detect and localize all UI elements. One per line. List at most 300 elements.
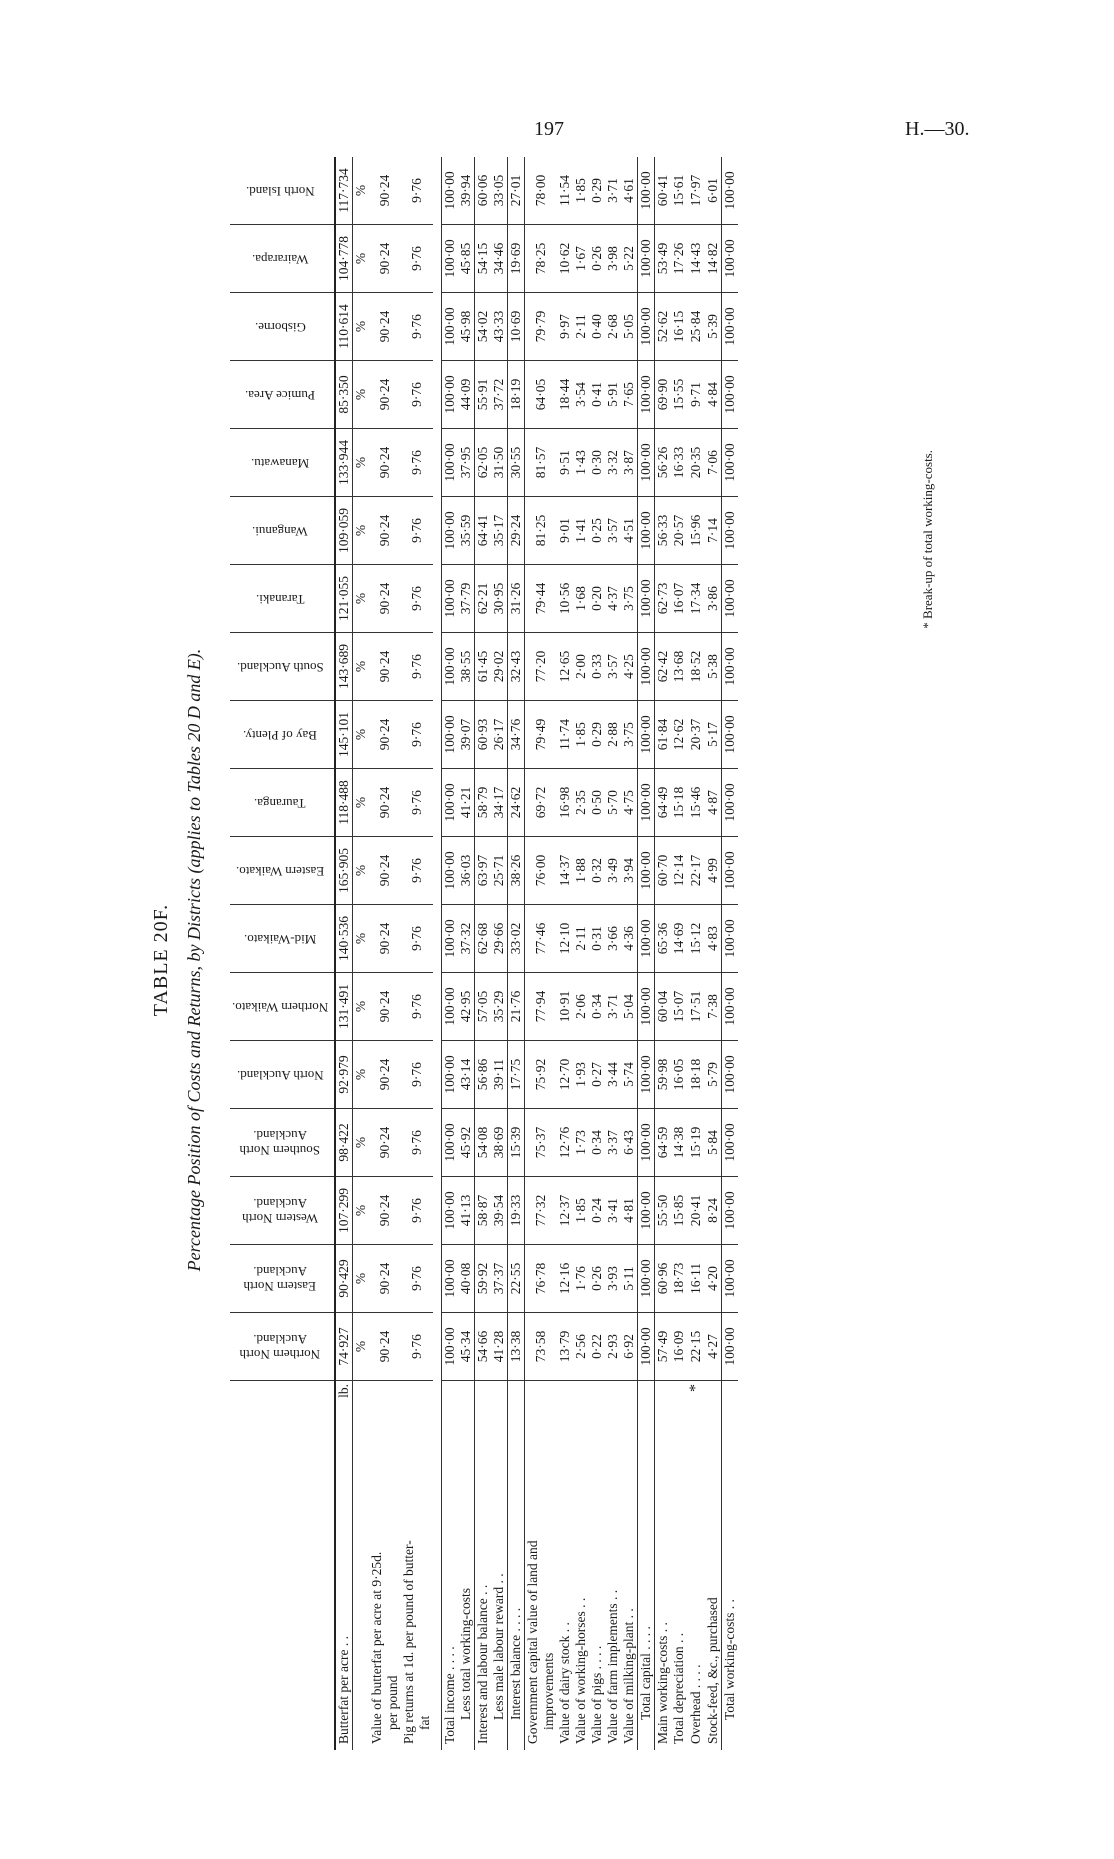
table-cell: 81·25	[525, 497, 558, 565]
table-cell: 100·00	[442, 497, 459, 565]
table-cell: 33·02	[508, 905, 525, 973]
table-cell: 90·24	[369, 633, 401, 701]
table-cell: 90·24	[369, 837, 401, 905]
table-cell: 100·00	[442, 905, 459, 973]
table-row	[491, 157, 508, 1750]
table-cell: 11·54	[557, 157, 573, 225]
table-cell: %	[353, 973, 370, 1041]
row-unit	[589, 1381, 605, 1428]
table-title: TABLE 20F.	[150, 903, 172, 1017]
row-unit	[491, 1381, 508, 1428]
table-cell: 2·68	[605, 293, 621, 361]
table-cell: %	[353, 497, 370, 565]
table-cell: 22·15	[687, 1313, 705, 1381]
table-cell: 55·91	[475, 361, 492, 429]
table-cell: 9·76	[401, 361, 433, 429]
column-header-label: Pumice Area.	[244, 387, 316, 403]
table-cell: 2·06	[573, 973, 589, 1041]
table-cell: 3·57	[605, 633, 621, 701]
table-cell: 31·26	[508, 565, 525, 633]
table-cell: 7·38	[705, 973, 722, 1041]
table-cell: 2·93	[605, 1313, 621, 1381]
table-cell: 54·08	[475, 1109, 492, 1177]
table-cell: 90·24	[369, 1109, 401, 1177]
table-cell: 69·90	[655, 361, 672, 429]
table-cell: 9·97	[557, 293, 573, 361]
row-label: Pig returns at 1d. per pound of butter- fat	[401, 1540, 432, 1744]
column-header	[230, 293, 335, 361]
table-cell: 143·689	[335, 633, 353, 701]
column-header	[230, 633, 335, 701]
column-header	[230, 905, 335, 973]
row-unit: *	[687, 1384, 704, 1392]
table-cell: 61·84	[655, 701, 672, 769]
table-cell: 69·72	[525, 769, 558, 837]
table-row	[638, 157, 655, 1750]
table-cell: 9·71	[687, 361, 705, 429]
table-cell: 22·55	[508, 1245, 525, 1313]
table-cell: 100·00	[638, 633, 655, 701]
table-cell: 18·19	[508, 361, 525, 429]
table-subtitle: Percentage Position of Costs and Returns, by Districts (applies to Tables 20 D and E).	[184, 648, 204, 1272]
table-row	[508, 157, 525, 1750]
table-cell: 6·92	[621, 1313, 638, 1381]
table-cell: 100·00	[722, 157, 739, 225]
table-cell: %	[353, 565, 370, 633]
table-cell: 100·00	[638, 701, 655, 769]
table-cell: 37·32	[458, 905, 475, 973]
table-cell: 60·04	[655, 973, 672, 1041]
row-unit	[442, 1381, 459, 1428]
table-cell: 8·24	[705, 1177, 722, 1245]
table-cell: 62·21	[475, 565, 492, 633]
table-cell: 4·84	[705, 361, 722, 429]
table-cell: 31·50	[491, 429, 508, 497]
table-cell: 3·57	[605, 497, 621, 565]
table-cell: 60·96	[655, 1245, 672, 1313]
table-cell: 1·85	[573, 701, 589, 769]
table-cell: 7·06	[705, 429, 722, 497]
table-cell: 79·44	[525, 565, 558, 633]
column-header	[230, 1041, 335, 1109]
table-cell: 4·99	[705, 837, 722, 905]
table-cell: 0·27	[589, 1041, 605, 1109]
table-cell: 100·00	[442, 157, 459, 225]
table-cell: 0·41	[589, 361, 605, 429]
table-cell: 9·01	[557, 497, 573, 565]
table-cell: 76·78	[525, 1245, 558, 1313]
column-header-label: Eastern North Auckland.	[243, 1264, 317, 1295]
table-cell: 64·41	[475, 497, 492, 565]
table-cell: 3·87	[621, 429, 638, 497]
table-cell: 16·15	[671, 293, 687, 361]
table-cell: 9·76	[401, 837, 433, 905]
column-header	[230, 157, 335, 225]
table-cell: 16·11	[687, 1245, 705, 1313]
table-cell: 65·36	[655, 905, 672, 973]
table-cell: 9·76	[401, 1245, 433, 1313]
table-cell: 62·73	[655, 565, 672, 633]
table-cell: 4·20	[705, 1245, 722, 1313]
table-cell: 4·25	[621, 633, 638, 701]
table-cell: 35·29	[491, 973, 508, 1041]
row-label: Value of farm implements . .	[605, 1589, 620, 1744]
table-cell: 5·04	[621, 973, 638, 1041]
table-cell: 9·76	[401, 157, 433, 225]
table-cell: 15·07	[671, 973, 687, 1041]
table-cell: 100·00	[442, 973, 459, 1041]
table-cell: 100·00	[722, 1245, 739, 1313]
table-cell: 41·28	[491, 1313, 508, 1381]
table-cell: 43·33	[491, 293, 508, 361]
table-cell: 92·979	[335, 1041, 353, 1109]
table-cell: 17·34	[687, 565, 705, 633]
table-cell: 15·12	[687, 905, 705, 973]
table-cell: 21·76	[508, 973, 525, 1041]
table-cell: 4·51	[621, 497, 638, 565]
table-cell: 100·00	[638, 1109, 655, 1177]
table-cell: 1·68	[573, 565, 589, 633]
table-cell: 79·79	[525, 293, 558, 361]
table-cell: 100·00	[722, 633, 739, 701]
table-cell: 29·02	[491, 633, 508, 701]
table-cell: 62·68	[475, 905, 492, 973]
table-cell: %	[353, 157, 370, 225]
row-unit	[671, 1381, 687, 1428]
column-header	[230, 1313, 335, 1381]
table-cell: 100·00	[722, 1109, 739, 1177]
table-cell: 16·05	[671, 1041, 687, 1109]
row-unit	[722, 1381, 739, 1428]
table-cell: 0·33	[589, 633, 605, 701]
table-cell: 100·00	[722, 429, 739, 497]
table-cell: 40·08	[458, 1245, 475, 1313]
table-cell: 90·24	[369, 1177, 401, 1245]
table-cell: 0·34	[589, 1109, 605, 1177]
table-cell: 18·52	[687, 633, 705, 701]
row-unit	[705, 1381, 722, 1428]
table-cell: 90·24	[369, 905, 401, 973]
table-cell: 15·55	[671, 361, 687, 429]
table-cell: 76·00	[525, 837, 558, 905]
table-cell: 10·91	[557, 973, 573, 1041]
rotated-table-page	[150, 150, 960, 1770]
table-cell: 14·82	[705, 225, 722, 293]
row-label: Value of pigs . . . .	[589, 1645, 604, 1744]
table-cell: 1·43	[573, 429, 589, 497]
table-cell: 90·24	[369, 225, 401, 293]
table-row	[442, 157, 459, 1750]
row-label: Total income . . . .	[442, 1427, 459, 1750]
row-unit	[605, 1381, 621, 1428]
table-cell: 3·98	[605, 225, 621, 293]
table-cell: 1·93	[573, 1041, 589, 1109]
table-cell: 12·62	[671, 701, 687, 769]
table-cell: 64·05	[525, 361, 558, 429]
table-cell: 15·85	[671, 1177, 687, 1245]
table-cell: 100·00	[442, 1109, 459, 1177]
table-cell: 43·14	[458, 1041, 475, 1109]
table-cell: 4·83	[705, 905, 722, 973]
table-cell: 20·57	[671, 497, 687, 565]
table-cell: 15·61	[671, 157, 687, 225]
table-cell: 5·11	[621, 1245, 638, 1313]
table-cell: 12·16	[557, 1245, 573, 1313]
column-header-label: Bay of Plenty.	[243, 727, 317, 743]
row-unit	[475, 1381, 492, 1428]
table-cell: 100·00	[638, 293, 655, 361]
row-label: Interest balance . . . .	[508, 1427, 525, 1750]
table-cell: 90·24	[369, 701, 401, 769]
table-cell: 100·00	[638, 429, 655, 497]
row-header-corner	[230, 1381, 335, 1751]
table-cell: 100·00	[442, 361, 459, 429]
table-cell: 100·00	[722, 497, 739, 565]
table-cell: 15·46	[687, 769, 705, 837]
table-cell: 0·40	[589, 293, 605, 361]
table-cell: 77·32	[525, 1177, 558, 1245]
table-cell: 77·20	[525, 633, 558, 701]
table-cell: %	[353, 225, 370, 293]
table-cell: 41·21	[458, 769, 475, 837]
table-cell: %	[353, 429, 370, 497]
table-cell: 16·33	[671, 429, 687, 497]
column-header	[230, 1109, 335, 1177]
table-cell: 62·05	[475, 429, 492, 497]
table-cell: 17·75	[508, 1041, 525, 1109]
table-cell: 117·734	[335, 157, 353, 225]
table-cell: 4·27	[705, 1313, 722, 1381]
table-cell: 10·62	[557, 225, 573, 293]
table-cell: 81·57	[525, 429, 558, 497]
table-cell: 133·944	[335, 429, 353, 497]
table-cell: %	[353, 1177, 370, 1245]
table-cell: 100·00	[722, 905, 739, 973]
table-cell: 7·14	[705, 497, 722, 565]
table-row	[605, 157, 621, 1750]
table-cell: 53·49	[655, 225, 672, 293]
table-cell: 9·76	[401, 1109, 433, 1177]
table-cell: 90·24	[369, 293, 401, 361]
row-label: Value of working-horses . .	[573, 1597, 588, 1744]
table-cell: 5·05	[621, 293, 638, 361]
table-row	[369, 157, 401, 1750]
table-cell: 118·488	[335, 769, 353, 837]
table-cell: 6·43	[621, 1109, 638, 1177]
table-row	[525, 157, 558, 1750]
table-cell: 38·26	[508, 837, 525, 905]
table-cell: 6·01	[705, 157, 722, 225]
table-cell: 57·05	[475, 973, 492, 1041]
table-cell: %	[353, 361, 370, 429]
table-cell: 90·24	[369, 1313, 401, 1381]
table-cell: 12·70	[557, 1041, 573, 1109]
table-cell: 5·84	[705, 1109, 722, 1177]
column-header-label: Taranaki.	[255, 591, 305, 607]
table-cell: 38·69	[491, 1109, 508, 1177]
row-unit	[655, 1381, 672, 1428]
table-cell: 0·32	[589, 837, 605, 905]
table-cell: 14·38	[671, 1109, 687, 1177]
table-cell: 100·00	[638, 1177, 655, 1245]
table-cell: 90·24	[369, 769, 401, 837]
table-cell: 73·58	[525, 1313, 558, 1381]
table-cell: 0·22	[589, 1313, 605, 1381]
table-cell: 0·30	[589, 429, 605, 497]
table-cell: 100·00	[442, 429, 459, 497]
table-row	[458, 157, 475, 1750]
table-cell: 36·03	[458, 837, 475, 905]
table-cell: 27·01	[508, 157, 525, 225]
table-cell: 45·98	[458, 293, 475, 361]
table-cell: 25·71	[491, 837, 508, 905]
table-cell: 9·76	[401, 1177, 433, 1245]
table-row	[335, 157, 353, 1750]
table-row	[655, 157, 672, 1750]
table-cell: 56·33	[655, 497, 672, 565]
table-cell: 100·00	[442, 293, 459, 361]
table-cell: 9·76	[401, 701, 433, 769]
page-number: 197	[534, 118, 564, 140]
table-cell: 20·35	[687, 429, 705, 497]
table-cell: 30·55	[508, 429, 525, 497]
table-cell: 100·00	[442, 1177, 459, 1245]
table-cell: 54·15	[475, 225, 492, 293]
table-cell: 9·76	[401, 565, 433, 633]
table-cell: 17·51	[687, 973, 705, 1041]
table-cell: 78·00	[525, 157, 558, 225]
table-cell: 9·76	[401, 633, 433, 701]
table-cell: 90·429	[335, 1245, 353, 1313]
table-cell: 90·24	[369, 1041, 401, 1109]
table-row	[621, 157, 638, 1750]
table-row	[573, 157, 589, 1750]
row-label: Less male labour reward . .	[491, 1573, 506, 1720]
column-header	[230, 837, 335, 905]
row-unit	[508, 1381, 525, 1428]
column-header-label: Mid-Waikato.	[243, 931, 317, 947]
row-unit	[525, 1381, 558, 1428]
table-cell: 41·13	[458, 1177, 475, 1245]
table-cell: 0·29	[589, 157, 605, 225]
table-cell: 3·75	[621, 565, 638, 633]
table-cell: 59·98	[655, 1041, 672, 1109]
row-label: Government capital value of land and improvements	[525, 1427, 558, 1750]
table-cell: 34·46	[491, 225, 508, 293]
table-cell: 3·44	[605, 1041, 621, 1109]
table-cell: 3·49	[605, 837, 621, 905]
table-cell: 60·06	[475, 157, 492, 225]
table-cell: 0·20	[589, 565, 605, 633]
table-cell: 4·75	[621, 769, 638, 837]
table-cell: 100·00	[442, 769, 459, 837]
table-cell: 100·00	[722, 361, 739, 429]
table-cell: 39·11	[491, 1041, 508, 1109]
table-cell: 9·76	[401, 905, 433, 973]
table-cell: 3·54	[573, 361, 589, 429]
table-cell: 3·86	[705, 565, 722, 633]
table-cell: 5·91	[605, 361, 621, 429]
table-row	[671, 157, 687, 1750]
table-cell: 3·71	[605, 973, 621, 1041]
table-cell: 10·56	[557, 565, 573, 633]
table-cell: 5·70	[605, 769, 621, 837]
table-cell: 100·00	[722, 769, 739, 837]
table-cell: 58·87	[475, 1177, 492, 1245]
table-cell: 131·491	[335, 973, 353, 1041]
table-cell: 3·41	[605, 1177, 621, 1245]
column-header-label: Manawatu.	[250, 455, 310, 471]
table-cell: 100·00	[638, 565, 655, 633]
column-header	[230, 225, 335, 293]
table-cell: 19·69	[508, 225, 525, 293]
table-row	[722, 157, 739, 1750]
table-cell: 100·00	[638, 1313, 655, 1381]
table-cell: 55·50	[655, 1177, 672, 1245]
table-cell: 77·94	[525, 973, 558, 1041]
table-row	[687, 157, 705, 1750]
table-cell: 26·17	[491, 701, 508, 769]
table-cell: 15·19	[687, 1109, 705, 1177]
row-label: Less total working-costs	[458, 1588, 473, 1720]
column-header-label: Northern Waikato.	[231, 999, 329, 1015]
table-cell: 5·17	[705, 701, 722, 769]
table-cell: 60·41	[655, 157, 672, 225]
table-cell: 100·00	[638, 905, 655, 973]
table-cell: 100·00	[638, 837, 655, 905]
table-cell: 16·98	[557, 769, 573, 837]
column-header-label: Eastern Waikato.	[235, 863, 325, 879]
table-cell: 17·26	[671, 225, 687, 293]
row-label: Interest and labour balance . .	[475, 1427, 492, 1750]
table-cell: 57·49	[655, 1313, 672, 1381]
table-cell: 58·79	[475, 769, 492, 837]
row-label: Total capital . . . .	[638, 1427, 655, 1750]
table-cell: 75·37	[525, 1109, 558, 1177]
table-cell: 35·59	[458, 497, 475, 565]
table-cell: 0·50	[589, 769, 605, 837]
table-cell: 56·86	[475, 1041, 492, 1109]
table-cell: %	[353, 769, 370, 837]
table-cell: 85·350	[335, 361, 353, 429]
table-cell: 1·41	[573, 497, 589, 565]
column-header-label: Wairarapa.	[251, 251, 309, 267]
table-cell: 44·09	[458, 361, 475, 429]
row-label: Value of dairy stock . .	[557, 1622, 572, 1744]
row-label	[353, 1427, 370, 1750]
table-cell: 0·31	[589, 905, 605, 973]
table-cell: 33·05	[491, 157, 508, 225]
table-cell: 18·18	[687, 1041, 705, 1109]
table-cell: 3·37	[605, 1109, 621, 1177]
row-label: Value of milking-plant . .	[621, 1608, 636, 1744]
table-cell: 12·65	[557, 633, 573, 701]
table-cell: 29·66	[491, 905, 508, 973]
table-cell: 100·00	[722, 1313, 739, 1381]
table-cell: 22·17	[687, 837, 705, 905]
table-cell: 2·35	[573, 769, 589, 837]
table-cell: 12·14	[671, 837, 687, 905]
document-reference: H.—30.	[905, 118, 970, 140]
table-cell: 0·26	[589, 225, 605, 293]
table-cell: 90·24	[369, 565, 401, 633]
table-cell: 4·87	[705, 769, 722, 837]
row-unit	[458, 1381, 475, 1428]
table-cell: 0·25	[589, 497, 605, 565]
column-header-label: Gisborne.	[254, 319, 306, 335]
table-cell: 100·00	[638, 1041, 655, 1109]
table-cell: 15·18	[671, 769, 687, 837]
